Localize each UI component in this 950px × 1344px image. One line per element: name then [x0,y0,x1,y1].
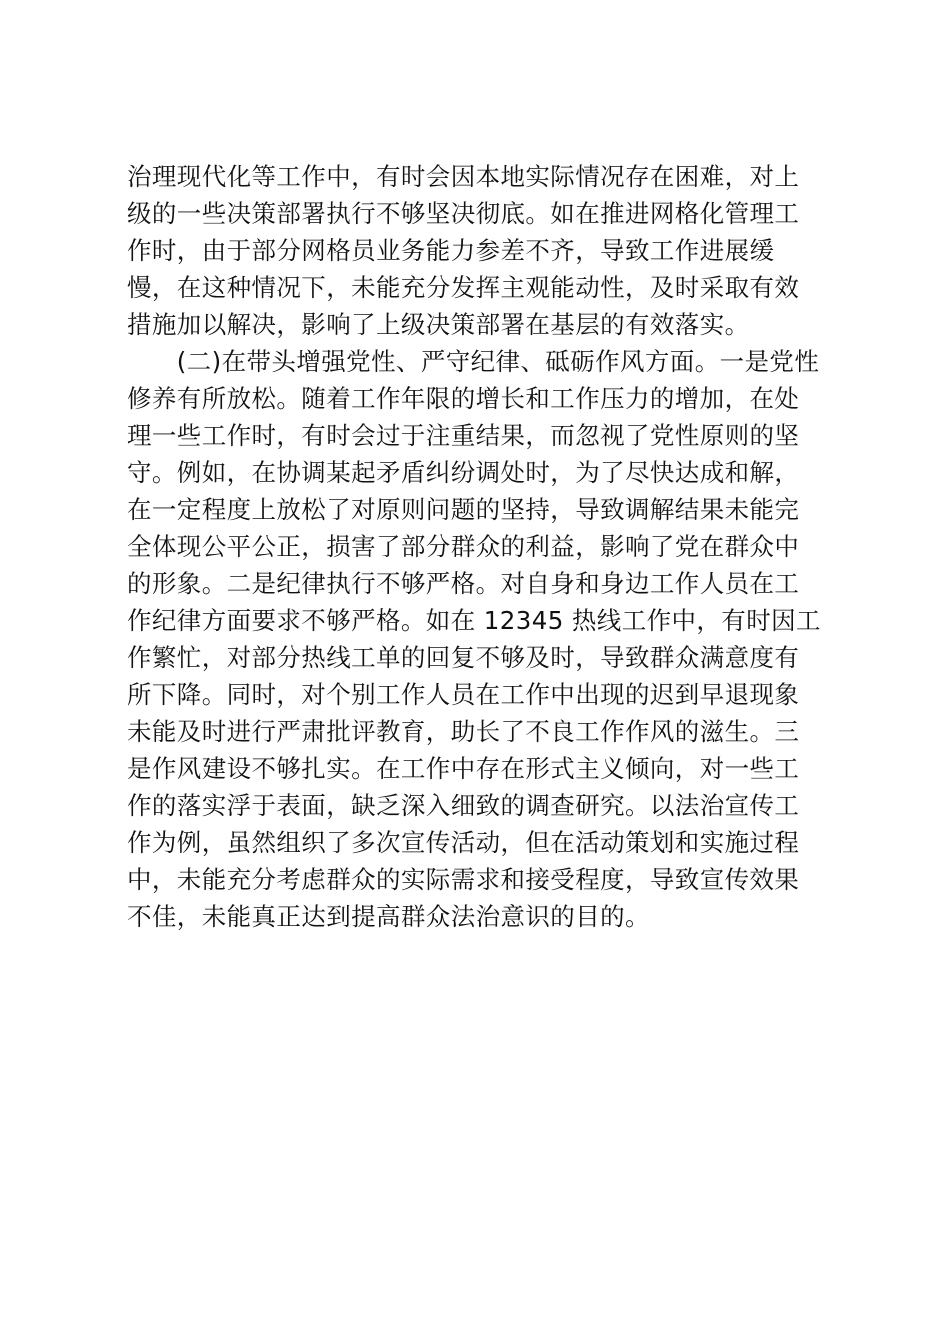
body-text [127,158,832,935]
text-line: 中，未能充分考虑群众的实际需求和接受程度，导致宣传效果 [127,865,800,894]
text-line: 全体现公平公正，损害了部分群众的利益，影响了党在群众中 [127,532,800,561]
text-line: 是作风建设不够扎实。在工作中存在形式主义倾向，对一些工 [127,754,800,783]
text-line: 守。例如，在协调某起矛盾纠纷调处时，为了尽快达成和解， [127,458,800,487]
section-heading-line: (二)在带头增强党性、严守纪律、砥砺作风方面。一是党性 [127,347,820,376]
text-line: 慢，在这种情况下，未能充分发挥主观能动性，及时采取有效 [127,273,800,302]
text-line: 作为例，虽然组织了多次宣传活动，但在活动策划和实施过程 [127,828,800,857]
text-line: 作纪律方面要求不够严格。如在 12345 热线工作中，有时因工 [127,606,821,635]
text-line: 所下降。同时，对个别工作人员在工作中出现的迟到早退现象 [127,680,800,709]
text-line: 不佳，未能真正达到提高群众法治意识的目的。 [127,902,650,931]
text-line: 作时，由于部分网格员业务能力参差不齐，导致工作进展缓 [127,236,775,265]
text-line: 治理现代化等工作中，有时会因本地实际情况存在困难，对上 [127,162,800,191]
text-line: 作的落实浮于表面，缺乏深入细致的调查研究。以法治宣传工 [127,791,800,820]
text-line: 级的一些决策部署执行不够坚决彻底。如在推进网格化管理工 [127,199,800,228]
text-line: 在一定程度上放松了对原则问题的坚持，导致调解结果未能完 [127,495,800,524]
text-line: 未能及时进行严肃批评教育，助长了不良工作作风的滋生。三 [127,717,800,746]
text-line: 理一些工作时，有时会过于注重结果，而忽视了党性原则的坚 [127,421,800,450]
text-line: 措施加以解决，影响了上级决策部署在基层的有效落实。 [127,310,750,339]
text-line: 的形象。二是纪律执行不够严格。对自身和身边工作人员在工 [127,569,800,598]
text-line: 修养有所放松。随着工作年限的增长和工作压力的增加，在处 [127,384,800,413]
text-line: 作繁忙，对部分热线工单的回复不够及时，导致群众满意度有 [127,643,800,672]
